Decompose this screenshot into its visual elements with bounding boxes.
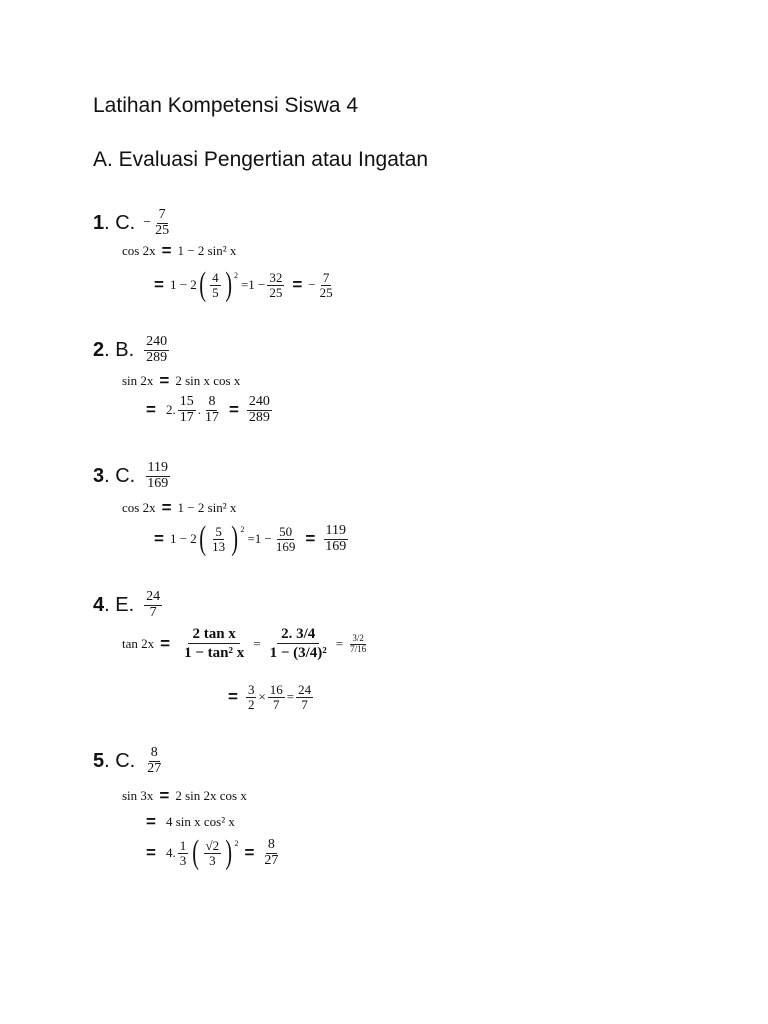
q1-step-2: = 1 − 2 ( $\frac{4}{5}$ ) 2 =1 − $\frac{32}{25}$ = − $\frac{7}{25}$ — [154, 266, 333, 303]
question-number: 2 — [93, 338, 105, 361]
answer-fraction: $\frac{8}{27}$ — [147, 745, 162, 776]
question-number: 4 — [93, 593, 105, 616]
answer-fraction: $\frac{119}{169}$ — [147, 460, 169, 491]
answer-choice: . C. — [104, 749, 136, 772]
answer-choice: . C. — [104, 211, 136, 234]
q3-step-1: cos 2x = 1 − 2 sin² x — [122, 498, 237, 517]
q5-step-3: = 4. $\frac{1}{3}$ ( $\frac{√2}{3}$ ) 2 = $\frac{8}{27}$ — [146, 834, 279, 871]
question-3-header — [93, 461, 172, 491]
q1-step-1: cos 2x = 1 − 2 sin² x — [122, 241, 237, 260]
question-2-header — [93, 335, 171, 365]
answer-fraction: $\frac{24}{7}$ — [146, 589, 161, 620]
q4-step-2: = $\frac{3}{2}$ × $\frac{16}{7}$ = $\frac{24}{7}$ — [228, 682, 312, 712]
question-number: 1 — [93, 211, 105, 234]
q2-step-1: sin 2x = 2 sin x cos x — [122, 371, 241, 390]
question-5-header — [93, 746, 165, 776]
q4-step-1: tan 2x = $\frac{\text{2 tan x}}{\text{1 − tan² x}}$ = $\frac{2. 3/4}{\text{1 − (3/4)²}}$ = $\frac{3/2}{7/16}$ — [122, 626, 367, 661]
answer-fraction: $\frac{240}{289}$ — [146, 334, 168, 365]
answer-choice: . C. — [104, 464, 136, 487]
answer-choice: . B. — [104, 338, 135, 361]
q3-step-2: = 1 − 2 ( $\frac{5}{13}$ ) 2 =1 − $\frac{50}{169}$ = $\frac{119}{169}$ — [154, 520, 347, 557]
q5-step-2: = 4 sin x cos² x — [146, 812, 235, 831]
q2-step-2: = 2. $\frac{15}{17}$ . $\frac{8}{17}$ = $\frac{240}{289}$ — [146, 394, 270, 425]
q5-step-1: sin 3x = 2 sin 2x cos x — [122, 786, 247, 805]
question-number: 5 — [93, 749, 105, 772]
question-4-header — [93, 590, 164, 620]
document-title: Latihan Kompetensi Siswa 4 — [93, 94, 358, 117]
answer-fraction: − $\frac{7}{25}$ — [143, 207, 170, 238]
answer-choice: . E. — [104, 593, 135, 616]
question-1-header — [93, 208, 173, 238]
question-number: 3 — [93, 464, 105, 487]
section-heading: A. Evaluasi Pengertian atau Ingatan — [93, 148, 429, 171]
